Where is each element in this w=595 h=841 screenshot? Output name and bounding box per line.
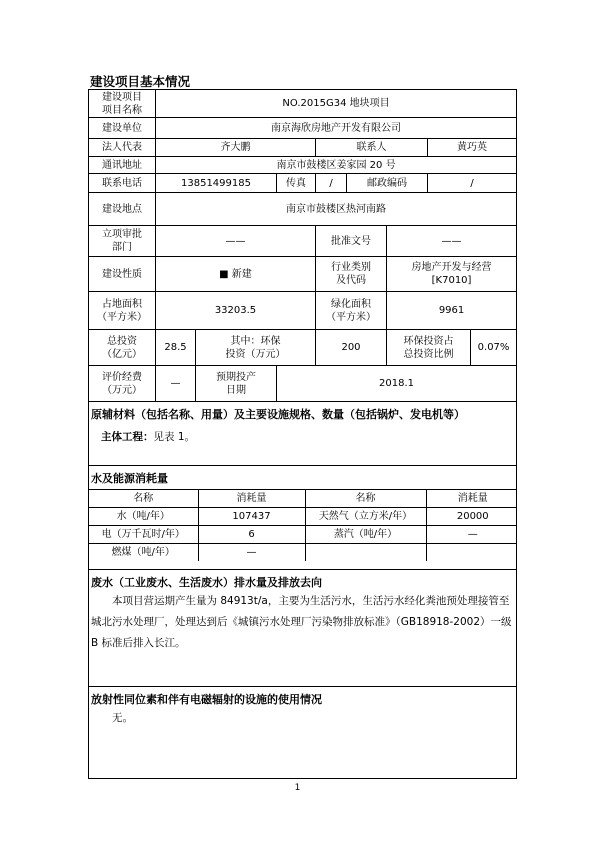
address-value: 南京市鼓楼区姜家园 20 号 bbox=[156, 157, 517, 174]
materials-section bbox=[89, 402, 517, 466]
site-label: 建设地点 bbox=[89, 193, 156, 226]
green-label: 绿化面积 （平方米） bbox=[316, 292, 387, 330]
table-row: 水（吨/年） 107437 天然气（立方米/年） 20000 bbox=[89, 508, 517, 526]
approval-no-value: —— bbox=[387, 226, 517, 257]
wastewater-text: 本项目营运期产生量为 84913t/a，主要为生活污水，生活污水经化粪池预处理接管至城北污水处理厂，处理达到后《城镇污水处理厂污染物排放标准》（GB18918-2002）一级 B 标准后排入长江。 bbox=[91, 595, 512, 649]
page-number: 1 bbox=[294, 783, 301, 793]
industry-label: 行业类别 及代码 bbox=[316, 257, 387, 292]
contact-value: 黄巧英 bbox=[428, 139, 517, 157]
page-title: 建设项目基本情况 bbox=[90, 74, 191, 89]
unit-value: 南京海欣房地产开发有限公司 bbox=[156, 118, 517, 139]
env-ratio-value: 0.07% bbox=[471, 330, 517, 366]
contact-label: 联系人 bbox=[316, 139, 428, 157]
radiation-section bbox=[89, 687, 517, 779]
radiation-text: 无。 bbox=[112, 712, 133, 724]
water-col-consumption-1: 消耗量 bbox=[198, 490, 305, 508]
approval-dept-label: 立项审批 部门 bbox=[89, 226, 156, 257]
invest-label: 总投资 （亿元） bbox=[89, 330, 156, 366]
project-name-label: 建设项目 项目名称 bbox=[89, 90, 156, 118]
nature-value: ■ 新建 bbox=[156, 257, 316, 292]
eval-fee-value: — bbox=[156, 366, 196, 402]
legal-rep-label: 法人代表 bbox=[89, 139, 156, 157]
site-value: 南京市鼓楼区热河南路 bbox=[156, 193, 517, 226]
water-section bbox=[89, 466, 517, 570]
fax-value: / bbox=[316, 174, 347, 193]
project-name-value: NO.2015G34 地块项目 bbox=[156, 90, 517, 118]
env-ratio-label: 环保投资占 总投资比例 bbox=[387, 330, 471, 366]
phone-label: 联系电话 bbox=[89, 174, 156, 193]
green-value: 9961 bbox=[387, 292, 517, 330]
area-value: 33203.5 bbox=[156, 292, 316, 330]
prod-date-value: 2018.1 bbox=[277, 366, 517, 402]
fax-label: 传真 bbox=[277, 174, 316, 193]
approval-no-label: 批准文号 bbox=[316, 226, 387, 257]
postcode-label: 邮政编码 bbox=[347, 174, 428, 193]
water-col-name-2: 名称 bbox=[305, 490, 426, 508]
unit-label: 建设单位 bbox=[89, 118, 156, 139]
nature-label: 建设性质 bbox=[89, 257, 156, 292]
table-row: 电（万千瓦时/年） 6 蒸汽（吨/年） — bbox=[89, 526, 517, 544]
address-label: 通讯地址 bbox=[89, 157, 156, 174]
approval-dept-value: —— bbox=[156, 226, 316, 257]
legal-rep-value: 齐大鹏 bbox=[156, 139, 316, 157]
wastewater-section bbox=[89, 570, 517, 687]
materials-heading: 原辅材料（包括名称、用量）及主要设施规格、数量（包括锅炉、发电机等） bbox=[91, 408, 465, 421]
water-col-consumption-2: 消耗量 bbox=[426, 490, 517, 508]
eval-fee-label: 评价经费 （万元） bbox=[89, 366, 156, 402]
water-energy-table bbox=[89, 489, 517, 561]
table-row: 燃煤（吨/年） — bbox=[89, 544, 517, 562]
invest-value: 28.5 bbox=[156, 330, 196, 366]
materials-text: 主体工程：见表 1。 bbox=[101, 431, 196, 443]
wastewater-heading: 废水（工业废水、生活废水）排水量及排放去向 bbox=[91, 576, 322, 589]
radiation-heading: 放射性同位素和伴有电磁辐射的设施的使用情况 bbox=[91, 693, 322, 706]
prod-date-label: 预期投产 日期 bbox=[196, 366, 277, 402]
water-col-name-1: 名称 bbox=[89, 490, 198, 508]
env-invest-label: 其中：环保 投资（万元） bbox=[196, 330, 316, 366]
basic-info-table bbox=[88, 89, 517, 779]
industry-value: 房地产开发与经营 [K7010] bbox=[387, 257, 517, 292]
water-heading: 水及能源消耗量 bbox=[91, 472, 168, 485]
postcode-value: / bbox=[428, 174, 517, 193]
area-label: 占地面积 （平方米） bbox=[89, 292, 156, 330]
phone-value: 13851499185 bbox=[156, 174, 277, 193]
env-invest-value: 200 bbox=[316, 330, 387, 366]
